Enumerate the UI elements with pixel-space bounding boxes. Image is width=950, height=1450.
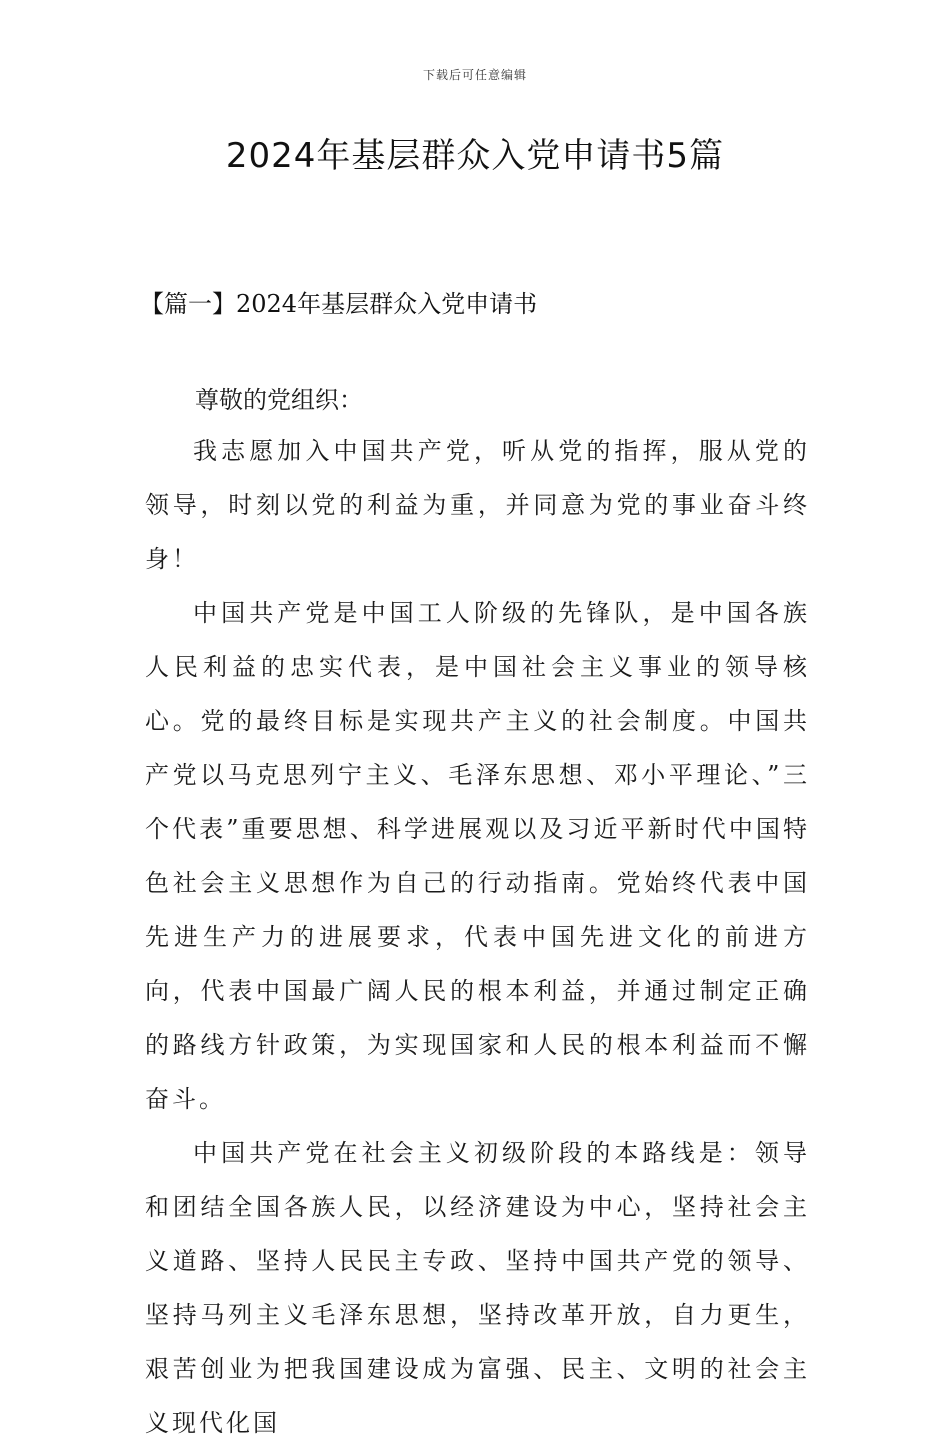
document-body (145, 424, 810, 1450)
salutation: 尊敬的党组织： (195, 386, 363, 414)
body-paragraph: 我志愿加入中国共产党，听从党的指挥，服从党的领导，时刻以党的利益为重，并同意为党的事业奋斗终身！ (145, 437, 810, 573)
document-title: 2024年基层群众入党申请书5篇 (225, 136, 725, 176)
page-header-note: 下载后可任意编辑 (422, 68, 527, 82)
body-paragraph: 中国共产党是中国工人阶级的先锋队，是中国各族人民利益的忠实代表，是中国社会主义事业的领导核心。党的最终目标是实现共产主义的社会制度。中国共产党以马克思列宁主义、毛泽东思想、邓小平理论、”三个代表”重要思想、科学进展观以及习近平新时代中国特色社会主义思想作为自己的行动指南。党始终代表中国先进生产力的进展要求，代表中国先进文化的前进方向，代表中国最广阔人民的根本利益，并通过制定正确的路线方针政策，为实现国家和人民的根本利益而不懈奋斗。 (145, 599, 810, 1113)
section-heading: 【篇一】2024年基层群众入党申请书 (140, 290, 538, 318)
body-paragraph: 中国共产党在社会主义初级阶段的本路线是：领导和团结全国各族人民，以经济建设为中心，坚持社会主义道路、坚持人民民主专政、坚持中国共产党的领导、坚持马列主义毛泽东思想，坚持改革开放，自力更生，艰苦创业为把我国建设成为富强、民主、文明的社会主义现代化国 (145, 1139, 810, 1437)
